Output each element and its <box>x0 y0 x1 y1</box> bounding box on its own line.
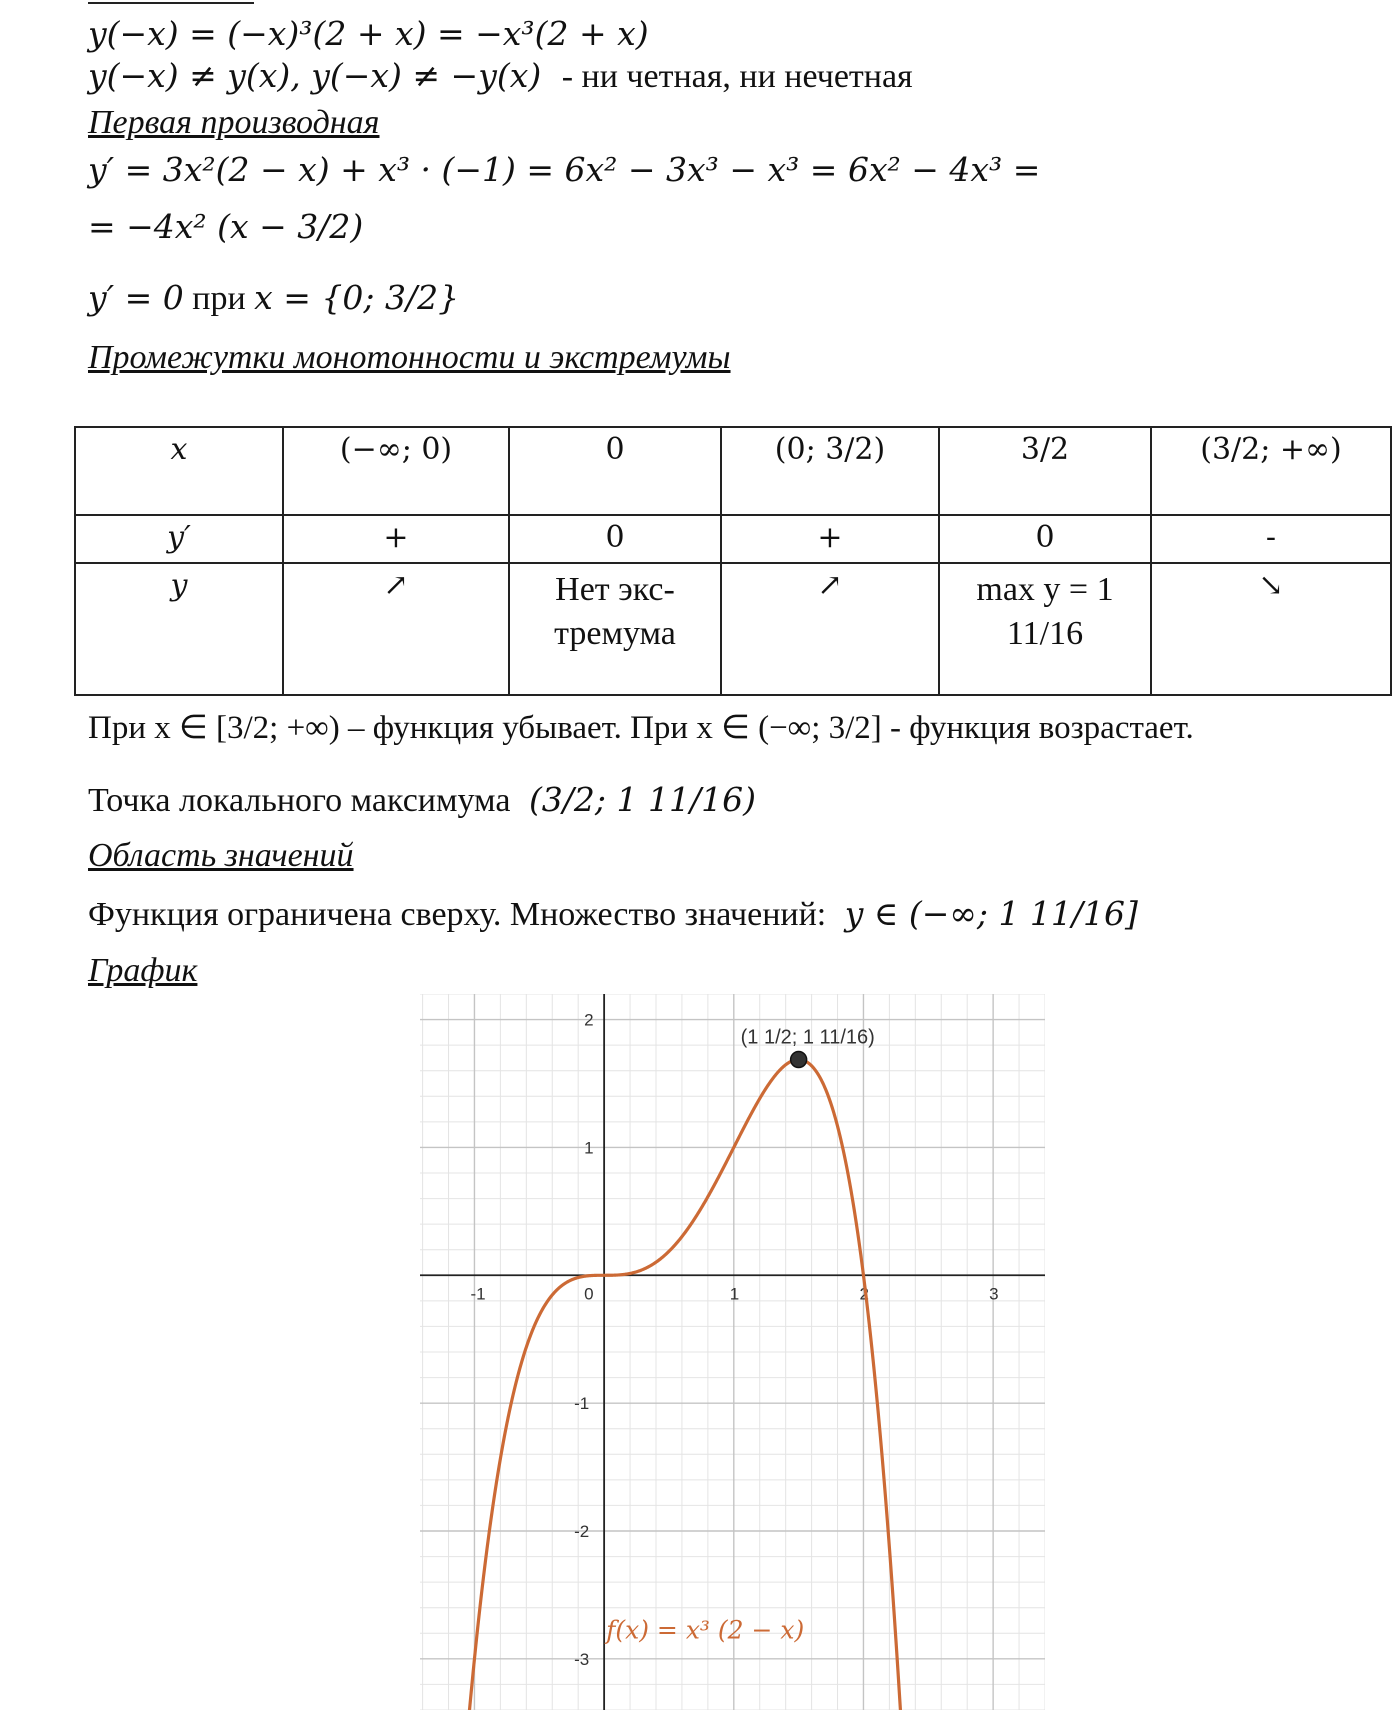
minor-grid <box>420 994 1045 1710</box>
function-curve <box>469 1060 901 1710</box>
derivative-expansion: y′ = 3x²(2 − x) + x³ · (−1) = 6x² − 3x³ − x³ = 6x² − 4x³ = <box>88 150 1041 189</box>
y-tick-label: -3 <box>574 1649 590 1669</box>
cell-dy-2: 0 <box>509 515 721 563</box>
table-row-y <box>75 563 1391 695</box>
y-tick-label: -1 <box>574 1394 590 1414</box>
critical-set: x = {0; 3/2} <box>254 278 460 317</box>
local-max-line <box>88 780 756 821</box>
range-set: y ∈ (−∞; 1 11/16] <box>844 894 1138 933</box>
heading-graph: График <box>88 952 198 989</box>
heading-range: Область значений <box>88 837 354 874</box>
local-max-text: Точка локального максимума <box>88 782 511 819</box>
parity-math: y(−x) ≠ y(x), y(−x) ≠ −y(x) <box>88 56 542 95</box>
cell-y-1: ↗ <box>283 563 509 695</box>
top-rule <box>88 2 254 4</box>
critical-eq: y′ = 0 <box>88 278 184 317</box>
cell-y-3: ↗ <box>721 563 939 695</box>
range-text: Функция ограничена сверху. Множество значений: <box>88 896 827 933</box>
y-tick-label: -2 <box>574 1522 590 1541</box>
monotonic-conclusion: При x ∈ [3/2; +∞) – функция убывает. При x ∈ (−∞; 3/2] - функция возрастает. <box>88 710 1194 746</box>
y-tick-label: 2 <box>584 1010 594 1030</box>
derivative-factored: = −4x² (x − 3/2) <box>88 207 364 246</box>
cell-y-0: y <box>75 563 283 695</box>
function-graph <box>420 994 1045 1710</box>
heading-derivative: Первая производная <box>88 104 380 141</box>
max-point-label: (1 1/2; 1 11/16) <box>740 1026 875 1049</box>
x-tick-label: 2 <box>859 1284 869 1304</box>
table-row-dy <box>75 515 1391 563</box>
critical-word: при <box>192 280 246 317</box>
x-tick-label: 3 <box>989 1284 999 1304</box>
local-max-point: (3/2; 1 11/16) <box>528 780 756 819</box>
tick-labels <box>470 1011 998 1669</box>
range-line <box>88 894 1138 935</box>
monotonic-table <box>74 426 1392 696</box>
cell-dy-3: + <box>721 515 939 563</box>
y-tick-label: 1 <box>584 1138 594 1158</box>
cell-x-4: 3/2 <box>939 427 1151 515</box>
critical-points-line <box>88 278 459 319</box>
parity-text: - ни четная, ни нечетная <box>561 58 913 95</box>
x-tick-label: -1 <box>470 1284 486 1304</box>
function-label: f(x) = x³ (2 − x) <box>606 1615 805 1645</box>
cell-dy-1: + <box>283 515 509 563</box>
table-row-x <box>75 427 1391 515</box>
parity-line <box>88 56 913 97</box>
max-point-marker <box>791 1052 807 1068</box>
cell-x-3: (0; 3/2) <box>721 427 939 515</box>
cell-x-2: 0 <box>509 427 721 515</box>
cell-dy-5: - <box>1151 515 1391 563</box>
x-tick-label: 1 <box>729 1284 740 1304</box>
cell-x-5: (3/2; +∞) <box>1151 427 1391 515</box>
cell-dy-0: y′ <box>75 515 283 563</box>
cell-y-2: Нет экс-тремума <box>509 563 721 695</box>
cell-x-1: (−∞; 0) <box>283 427 509 515</box>
x-tick-label: 0 <box>584 1284 594 1304</box>
equation-parity: y(−x) = (−x)³(2 + x) = −x³(2 + x) <box>88 14 649 53</box>
cell-y-5: ↘ <box>1151 563 1391 695</box>
heading-monotonic: Промежутки монотонности и экстремумы <box>88 339 731 376</box>
cell-x-0: x <box>75 427 283 515</box>
cell-dy-4: 0 <box>939 515 1151 563</box>
cell-y-4: max y = 1 11/16 <box>939 563 1151 695</box>
